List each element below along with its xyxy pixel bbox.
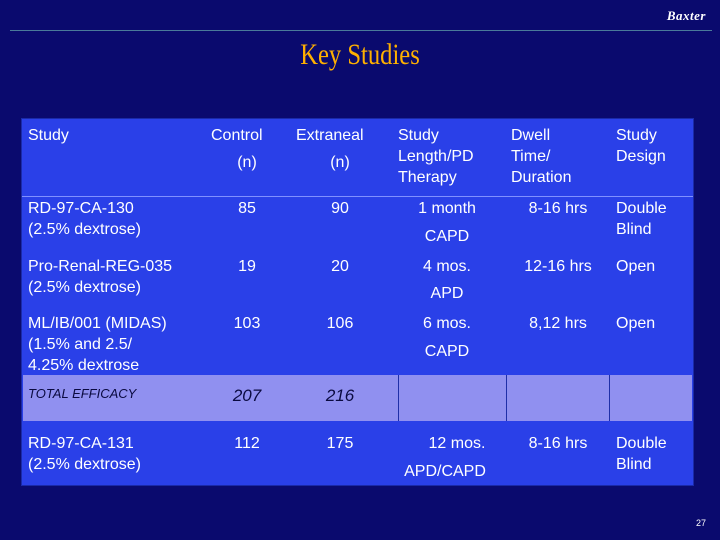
total-efficacy-label: TOTAL EFFICACY <box>28 386 137 401</box>
row5-extraneal: 175 <box>326 435 354 452</box>
header-extraneal-n: (n) <box>330 154 350 171</box>
row5-study-detail: (2.5% dextrose) <box>28 456 141 473</box>
page-number: 27 <box>695 518 706 528</box>
header-dwell-line2: Time/ <box>511 148 551 165</box>
row5-dwell: 8-16 hrs <box>528 435 588 452</box>
header-length-line1: Study <box>398 127 439 144</box>
row3-design: Open <box>616 315 656 332</box>
row3-control: 103 <box>233 315 261 332</box>
row1-control: 85 <box>238 200 256 217</box>
row2-study: Pro-Renal-REG-035 <box>28 258 173 275</box>
page-title: Key Studies <box>300 38 420 71</box>
total-cell-divider <box>609 375 610 421</box>
row2-design: Open <box>616 258 656 275</box>
header-rule <box>10 30 712 31</box>
brand-logo: Baxter <box>666 8 706 23</box>
header-divider <box>22 196 693 197</box>
row1-length: 1 month <box>418 200 476 217</box>
row1-extraneal: 90 <box>331 200 349 217</box>
header-control: Control <box>211 127 263 144</box>
row5-therapy: APD/CAPD <box>404 463 486 480</box>
row5-length: 12 mos. <box>428 435 486 452</box>
total-cell-divider <box>506 375 507 421</box>
header-design-line2: Design <box>616 148 666 165</box>
row1-therapy: CAPD <box>424 228 470 245</box>
header-length-line2: Length/PD <box>398 148 474 165</box>
header-design-line1: Study <box>616 127 657 144</box>
row1-design: Double <box>616 200 667 217</box>
row3-study: ML/IB/001 (MIDAS) <box>28 315 167 332</box>
total-extraneal: 216 <box>325 386 355 405</box>
row3-length: 6 mos. <box>422 315 471 332</box>
row5-study: RD-97-CA-131 <box>28 435 134 452</box>
row2-control: 19 <box>238 258 256 275</box>
header-study: Study <box>28 127 69 144</box>
row3-study-detail-2: 4.25% dextrose <box>28 357 140 374</box>
row1-dwell: 8-16 hrs <box>528 200 588 217</box>
header-dwell-line3: Duration <box>511 169 572 186</box>
row1-study-detail: (2.5% dextrose) <box>28 221 141 238</box>
row1-study: RD-97-CA-130 <box>28 200 134 217</box>
header-extraneal: Extraneal <box>296 127 364 144</box>
row5-design: Double <box>616 435 667 452</box>
row5-control: 112 <box>234 435 260 452</box>
header-control-n: (n) <box>237 154 257 171</box>
studies-table <box>21 118 694 486</box>
row2-dwell: 12-16 hrs <box>524 258 592 275</box>
row3-study-detail: (1.5% and 2.5/ <box>28 336 133 353</box>
row3-therapy: CAPD <box>424 343 470 360</box>
row3-dwell: 8,12 hrs <box>529 315 587 332</box>
row2-study-detail: (2.5% dextrose) <box>28 279 141 296</box>
row2-extraneal: 20 <box>331 258 349 275</box>
row3-extraneal: 106 <box>326 315 354 332</box>
total-cell-divider <box>398 375 399 421</box>
row2-length: 4 mos. <box>422 258 471 275</box>
row2-therapy: APD <box>430 285 464 302</box>
header-length-line3: Therapy <box>398 169 457 186</box>
row1-design-line2: Blind <box>616 221 652 238</box>
row5-design-line2: Blind <box>616 456 652 473</box>
header-dwell-line1: Dwell <box>511 127 551 144</box>
total-control: 207 <box>232 386 262 405</box>
